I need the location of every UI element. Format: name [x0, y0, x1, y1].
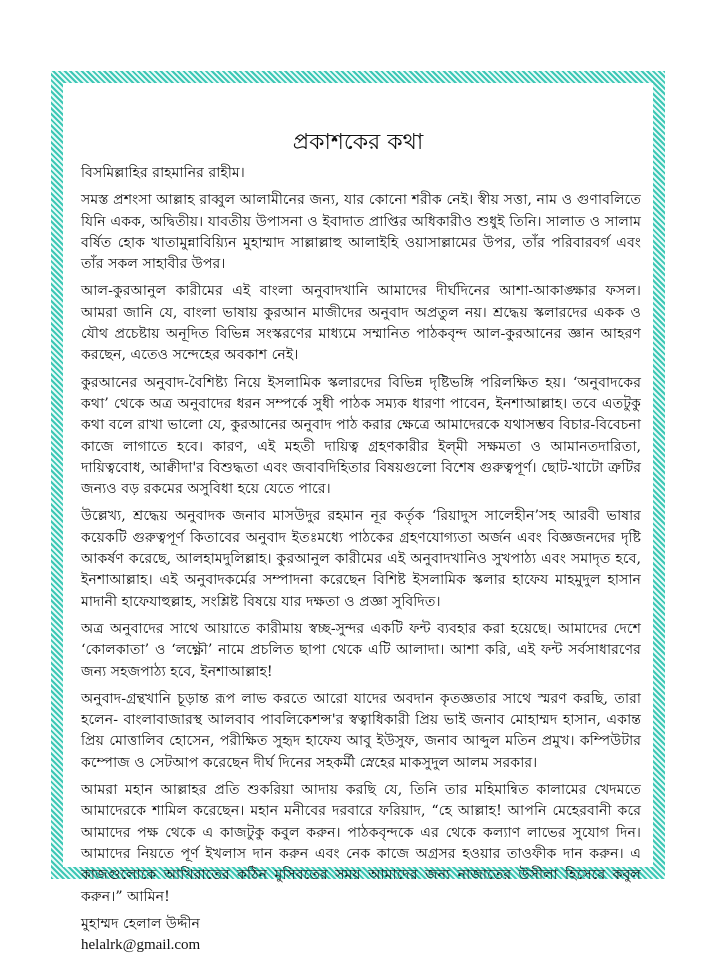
- signature-name: মুহাম্মদ হেলাল উদ্দীন: [81, 915, 200, 932]
- signature-email: helalrk@gmail.com: [81, 937, 201, 954]
- paragraph: অত্র অনুবাদের সাথে আয়াতে কারীমায় স্বচ্ছ-সুন্দর একটি ফন্ট ব্যবহার করা হয়েছে। আমাদের দেশে ‘কোলকাতা’ ও ‘লক্ষ্ণৌ’ নামে প্রচলিত ছাপা থেকে এটি আলাদা। আশা করি, এই ফন্ট সর্বসাধারণের জন্য সহজপাঠ্য হবে, ইনশাআল্লাহ!: [81, 620, 641, 680]
- page-title: প্রকাশকের কথা: [292, 130, 424, 155]
- document-body: [81, 163, 641, 956]
- paragraph-bismillah: বিসমিল্লাহির রাহমানির রাহীম।: [81, 165, 245, 181]
- paragraph: আমরা মহান আল্লাহর প্রতি শুকরিয়া আদায় করছি যে, তিনি তার মহিমান্বিত কালামের খেদমতে আমাদেরকে শামিল করেছেন। মহান মনীবের দরবারে ফরিয়াদ, “হে আল্লাহ! আপনি মেহেরবানী করে আমাদের পক্ষ থেকে এ কাজটুকু কবুল করুন। পাঠকবৃন্দকে এর থেকে কল্যাণ লাভের সুযোগ দিন। আমাদের নিয়তে পূর্ণ ইখলাস দান করুন এবং নেক কাজে অগ্রসর হওয়ার তাওফীক দান করুন। এ কাজগুলোকে আখিরাতের কঠিন মুসিবতের সময় আমাদের জন্য নাজাতের উসীলা হিসেবে কবুল করুন।” আমিন!: [81, 782, 641, 905]
- decorative-page-border: [51, 71, 665, 954]
- paragraph: কুরআনের অনুবাদ-বৈশিষ্ট্য নিয়ে ইসলামিক স্কলারদের বিভিন্ন দৃষ্টিভঙ্গি পরিলক্ষিত হয়। ‘অনুবাদকের কথা’ থেকে অত্র অনুবাদের ধরন সম্পর্কে সুধী পাঠক সম্যক ধারণা পাবেন, ইনশাআল্লাহ। তবে এতটুকু কথা বলে রাখা ভালো যে, কুরআনের অনুবাদ পাঠ করার ক্ষেত্রে আমাদেরকে যথাসম্ভব বিচার-বিবেচনা কাজে লাগাতে হবে। কারণ, এই মহতী দায়িত্ব গ্রহণকারীর ইল্‌মী সক্ষমতা ও আমানতদারিতা, দায়িত্ববোধ, আক্বীদা'র বিশুদ্ধতা এবং জবাবদিহিতার বিষয়গুলো বিশেষ গুরুত্বপূর্ণ। ছোট-খাটো ত্রুটির জন্যও বড় রকমের অসুবিধা হয়ে যেতে পারে।: [81, 374, 641, 498]
- paragraph: অনুবাদ-গ্রন্থখানি চূড়ান্ত রূপ লাভ করতে আরো যাদের অবদান কৃতজ্ঞতার সাথে স্মরণ করছি, তারা হলেন- বাংলাবাজারস্থ আলবাব পাবলিকেশন্স'র স্বত্বাধিকারী প্রিয় ভাই জনাব মোহাম্মদ হাসান, একান্ত প্রিয় মোত্তালিব হোসেন, পরীক্ষিত সুহৃদ হাফেয আবু ইউসুফ, জনাব আব্দুল মতিন প্রমুখ। কম্পিউটার কম্পোজ ও সেটআপ করেছেন দীর্ঘ দিনের সহকর্মী স্নেহের মাকসুদুল আলম সরকার।: [81, 690, 641, 771]
- signature-block: [81, 914, 641, 956]
- paragraph: সমস্ত প্রশংসা আল্লাহ রাব্বুল আলামীনের জন্য, যার কোনো শরীক নেই। স্বীয় সত্তা, নাম ও গুণাবলিতে যিনি একক, অদ্বিতীয়। যাবতীয় উপাসনা ও ইবাদাত প্রাপ্তির অধিকারীও শুধুই তিনি। সালাত ও সালাম বর্ষিত হোক খাতামুন্নাবিয়্যিন মুহাম্মাদ সাল্লাল্লাহু আলাইহি ওয়াসাল্লামের উপর, তাঁর পরিবারবর্গ এবং তাঁর সকল সাহাবীর উপর।: [81, 192, 641, 273]
- paragraph: উল্লেখ্য, শ্রদ্ধেয় অনুবাদক জনাব মাসউদুর রহমান নূর কর্তৃক ‘রিয়াদুস সালেহীন’সহ আরবী ভাষার কয়েকটি গুরুত্বপূর্ণ কিতাবের অনুবাদ ইতঃমধ্যে পাঠকের গ্রহণযোগ্যতা অর্জন এবং বিজ্ঞজনদের দৃষ্টি আকর্ষণ করেছে, আলহামদুলিল্লাহ। কুরআনুল কারীমের এই অনুবাদখানিও সুখপাঠ্য এবং সমাদৃত হবে, ইনশাআল্লাহ। এই অনুবাদকর্মের সম্পাদনা করেছেন বিশিষ্ট ইসলামিক স্কলার হাফেয মাহমুদুল হাসান মাদানী হাফেযাহুল্লাহ, সংশ্লিষ্ট বিষয়ে যার দক্ষতা ও প্রজ্ঞা সুবিদিত।: [81, 508, 641, 610]
- paragraph: আল-কুরআনুল কারীমের এই বাংলা অনুবাদখানি আমাদের দীর্ঘদিনের আশা-আকাঙ্ক্ষার ফসল। আমরা জানি যে, বাংলা ভাষায় কুরআন মাজীদের অনুবাদ অপ্রতুল নয়। শ্রদ্ধেয় স্কলারদের একক ও যৌথ প্রচেষ্টায় অনূদিত বিভিন্ন সংস্করণের মাধ্যমে সম্মানিত পাঠকবৃন্দ আল-কুরআনের জ্ঞান আহরণ করছেন, এতেও সন্দেহের অবকাশ নেই।: [81, 283, 641, 364]
